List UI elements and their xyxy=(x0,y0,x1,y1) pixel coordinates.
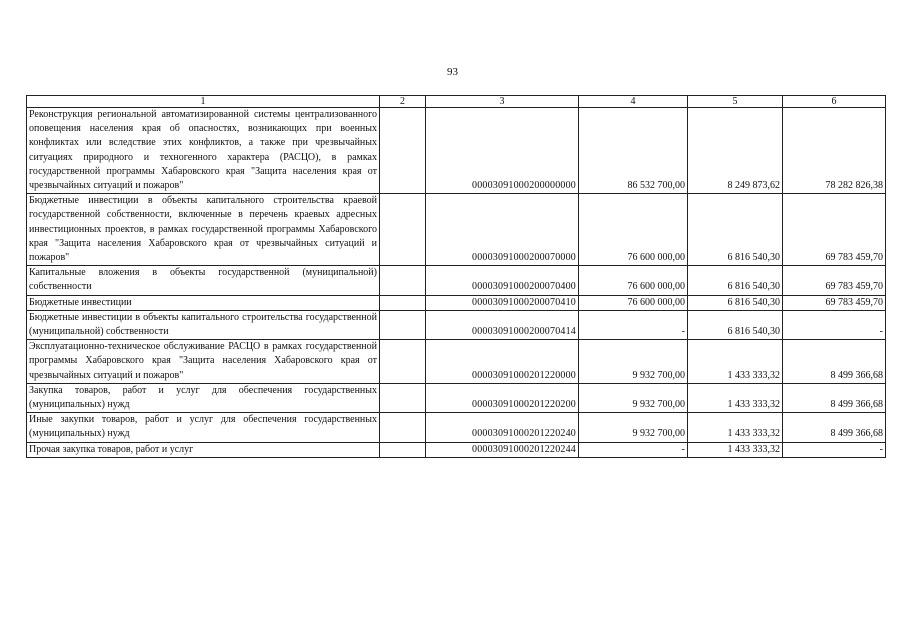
row-code: 00003091000200070414 xyxy=(426,310,579,339)
row-description: Эксплуатационно-техническое обслуживание РАСЦО в рамках государственной программы Хабаровского края "Защита населения Хабаровского края от чрезвычайных ситуаций и пожаров" xyxy=(27,340,380,384)
page-number: 93 xyxy=(447,66,458,78)
row-code: 00003091000200070000 xyxy=(426,194,579,266)
column-header: 5 xyxy=(688,96,783,108)
row-col2 xyxy=(380,194,426,266)
budget-table xyxy=(26,95,886,458)
row-col6: 69 783 459,70 xyxy=(783,266,886,295)
column-header: 1 xyxy=(27,96,380,108)
row-col2 xyxy=(380,340,426,384)
row-col5: 8 249 873,62 xyxy=(688,108,783,194)
table-row xyxy=(27,194,886,266)
row-description: Бюджетные инвестиции xyxy=(27,295,380,310)
row-col2 xyxy=(380,383,426,412)
table-row xyxy=(27,266,886,295)
row-col4: 9 932 700,00 xyxy=(579,383,688,412)
row-description: Реконструкция региональной автоматизированной системы централизованного оповещения населения края об опасностях, возникающих при военных конфликтах или вследствие этих конфликтов, а также при чрезвычайных ситуациях природного и техногенного характера (РАСЦО), в рамках государственной программы Хабаровского края "Защита населения края от чрезвычайных ситуаций и пожаров" xyxy=(27,108,380,194)
table-header-row xyxy=(27,96,886,108)
row-col4: 76 600 000,00 xyxy=(579,295,688,310)
row-description: Закупка товаров, работ и услуг для обеспечения государственных (муниципальных) нужд xyxy=(27,383,380,412)
column-header: 2 xyxy=(380,96,426,108)
row-description: Бюджетные инвестиции в объекты капитального строительства государственной (муниципальной) собственности xyxy=(27,310,380,339)
column-header: 3 xyxy=(426,96,579,108)
row-col6: 69 783 459,70 xyxy=(783,194,886,266)
table-row xyxy=(27,340,886,384)
row-col2 xyxy=(380,310,426,339)
row-col6: 8 499 366,68 xyxy=(783,340,886,384)
row-code: 00003091000201220000 xyxy=(426,340,579,384)
table-row xyxy=(27,108,886,194)
row-col2 xyxy=(380,295,426,310)
row-col5: 1 433 333,32 xyxy=(688,413,783,442)
row-col4: 86 532 700,00 xyxy=(579,108,688,194)
row-code: 00003091000200070400 xyxy=(426,266,579,295)
row-col4: 76 600 000,00 xyxy=(579,266,688,295)
table-row xyxy=(27,413,886,442)
table-row xyxy=(27,310,886,339)
row-code: 00003091000200070410 xyxy=(426,295,579,310)
row-col5: 1 433 333,32 xyxy=(688,442,783,457)
row-col5: 6 816 540,30 xyxy=(688,266,783,295)
row-col6: - xyxy=(783,310,886,339)
column-header: 4 xyxy=(579,96,688,108)
row-description: Прочая закупка товаров, работ и услуг xyxy=(27,442,380,457)
column-header: 6 xyxy=(783,96,886,108)
row-col4: 9 932 700,00 xyxy=(579,413,688,442)
row-col5: 6 816 540,30 xyxy=(688,310,783,339)
row-col2 xyxy=(380,108,426,194)
row-description: Капитальные вложения в объекты государственной (муниципальной) собственности xyxy=(27,266,380,295)
row-col5: 6 816 540,30 xyxy=(688,295,783,310)
row-col5: 1 433 333,32 xyxy=(688,383,783,412)
row-col6: 78 282 826,38 xyxy=(783,108,886,194)
row-col6: - xyxy=(783,442,886,457)
row-description: Бюджетные инвестиции в объекты капитального строительства краевой государственной собственности, включенные в перечень краевых адресных инвестиционных проектов, в рамках государственной программы Хабаровского края "Защита населения Хабаровского края от чрезвычайных ситуаций и пожаров" xyxy=(27,194,380,266)
table-row xyxy=(27,442,886,457)
row-code: 00003091000201220200 xyxy=(426,383,579,412)
table-row xyxy=(27,295,886,310)
row-col2 xyxy=(380,413,426,442)
row-description: Иные закупки товаров, работ и услуг для обеспечения государственных (муниципальных) нужд xyxy=(27,413,380,442)
row-col4: 9 932 700,00 xyxy=(579,340,688,384)
row-code: 00003091000201220240 xyxy=(426,413,579,442)
row-col4: - xyxy=(579,310,688,339)
row-col2 xyxy=(380,442,426,457)
row-col5: 6 816 540,30 xyxy=(688,194,783,266)
row-col6: 69 783 459,70 xyxy=(783,295,886,310)
table-row xyxy=(27,383,886,412)
row-col6: 8 499 366,68 xyxy=(783,413,886,442)
row-col5: 1 433 333,32 xyxy=(688,340,783,384)
row-code: 00003091000200000000 xyxy=(426,108,579,194)
row-col6: 8 499 366,68 xyxy=(783,383,886,412)
row-col4: - xyxy=(579,442,688,457)
row-col4: 76 600 000,00 xyxy=(579,194,688,266)
row-col2 xyxy=(380,266,426,295)
row-code: 00003091000201220244 xyxy=(426,442,579,457)
